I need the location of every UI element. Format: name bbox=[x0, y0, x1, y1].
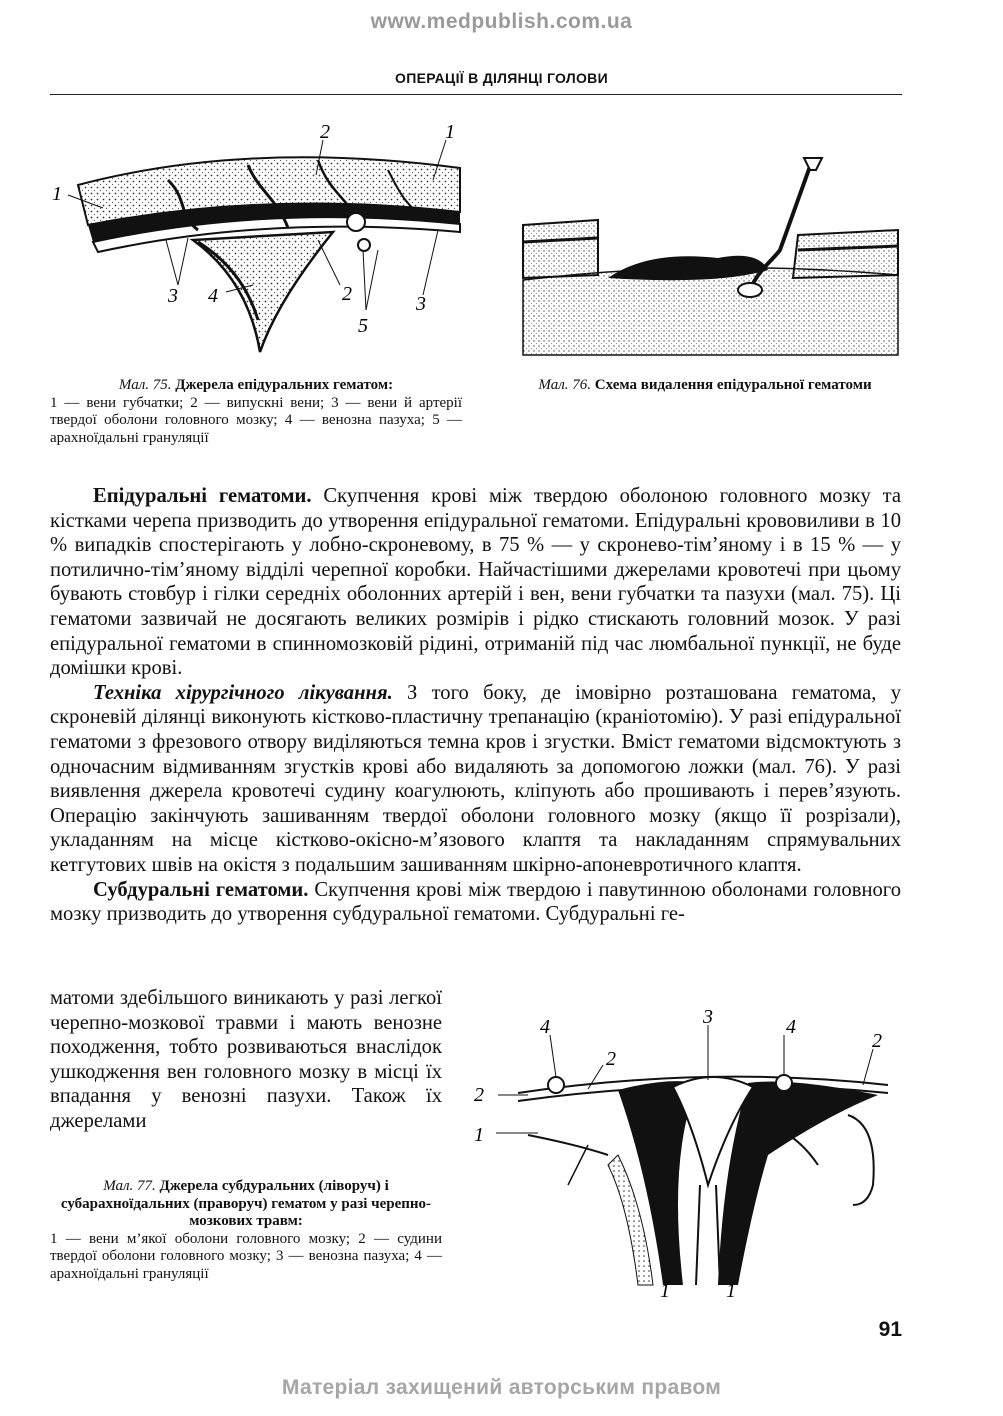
running-title: ОПЕРАЦІЇ В ДІЛЯНЦІ ГОЛОВИ bbox=[395, 70, 608, 86]
figure-75-caption bbox=[50, 377, 462, 447]
paragraph-subdural bbox=[50, 878, 901, 927]
fig77-callout: 3 bbox=[703, 1006, 713, 1028]
paragraph-body: Скупчення крові між твердою оболоною головного мозку та кістками черепа призводить до утворення епідуральної гематоми. Епідуральні крововиливи в 10 % випадків спостерігають у лобно-скроневому, в 75 % — у скронево-тім’яному і в 15 % — у потилично-тім’яному відділі черепної коробки. Найчастішими джерелами кровотечі при цьому бувають стовбур і гілки середніх оболонних артерій і вен, вени губчатки та пазухи (мал. 75). Ці гематоми зазвичай не досягають великих розмірів і рідко стискають головний мозок. У разі епідуральної гематоми в спинномозковій рідині, отриманій під час люмбальної пункції, не буде домішки крові. bbox=[50, 485, 902, 680]
fig76-caption-title: Схема видалення епідуральної гематоми bbox=[594, 377, 872, 393]
fig77-callout: 4 bbox=[786, 1016, 796, 1038]
paragraph-epidural bbox=[50, 484, 901, 681]
fig75-callout: 3 bbox=[168, 285, 178, 307]
fig75-caption-label: Мал. 75. bbox=[118, 377, 172, 393]
fig75-caption-title: Джерела епідуральних гематом: bbox=[175, 377, 394, 393]
paragraph-subdural-continuation: матоми здебільшого виникають у разі легкої черепно-мозкової травми і мають венозне походження, тобто розвиваються внаслідок ушкодження вен головного мозку в місці їх впадання у венозні пазухи. Також їх джерелами bbox=[50, 987, 442, 1132]
fig77-caption-title: Джерела субдуральних (ліворуч) і субарахноїдальних (праворуч) гематом у разі черепно-мозкових травм: bbox=[60, 1178, 432, 1229]
main-text bbox=[50, 484, 901, 927]
fig77-callout: 1 bbox=[660, 1280, 670, 1302]
fig77-callout: 2 bbox=[872, 1030, 882, 1052]
header-rule bbox=[50, 94, 902, 95]
figure-75-illustration bbox=[48, 120, 468, 375]
copyright-notice: Матеріал захищений авторським правом bbox=[281, 1376, 722, 1399]
fig75-caption-legend: 1 — вени губчатки; 2 — випускні вени; 3 — вени й артерії твердої оболони головного мозку; 4 — венозна пазуха; 5 — арахноїдальні грануляції bbox=[50, 394, 462, 446]
fig77-callout: 2 bbox=[474, 1084, 484, 1106]
paragraph-lead: Субдуральні гематоми. bbox=[93, 878, 309, 901]
fig77-callout: 4 bbox=[540, 1016, 550, 1038]
figure-77-caption bbox=[50, 1178, 442, 1283]
fig77-caption-label: Мал. 77. bbox=[103, 1178, 156, 1194]
fig75-callout: 1 bbox=[445, 121, 455, 143]
fig75-callout: 1 bbox=[52, 183, 62, 205]
fig75-callout: 5 bbox=[358, 315, 368, 337]
fig77-callout: 1 bbox=[474, 1124, 484, 1146]
figure-77-illustration bbox=[468, 1005, 904, 1305]
wrapped-text bbox=[50, 986, 442, 1134]
fig75-callout: 2 bbox=[342, 283, 352, 305]
paragraph-body: З того боку, де імовірно розташована гематома, у скроневій ділянці виконують кістково-пластичну трепанацію (краніотомію). У разі епідуральної гематоми з фрезового отвору виділяються темна кров і згустки. Вміст гематоми відсмоктують з одночасним відмиванням згустків крові або видаляють за допомогою ложки (мал. 76). У разі виявлення джерела кровотечі судину коагулюють, кліпують або прошивають і перев’язують. Операцію закінчують зашиванням твердої оболони головного мозку (якщо її розрізали), укладанням на місце кістково-окісно-м’язового клаптя та накладанням спрямувальних кетгутових швів на окістя з подальшим зашиванням шкірно-апоневротичного клаптя. bbox=[50, 681, 901, 876]
paragraph-lead: Техніка хірургічного лікування. bbox=[93, 681, 393, 704]
paragraph-technique bbox=[50, 681, 901, 878]
fig75-callout: 4 bbox=[208, 285, 218, 307]
fig75-callout: 2 bbox=[320, 121, 330, 143]
fig77-caption-legend: 1 — вени м’якої оболони головного мозку; 2 — судини твердої оболони головного мозку; 3 — венозна пазуха; 4 — арахноїдальні грануляції bbox=[50, 1230, 442, 1282]
site-url: www.medpublish.com.ua bbox=[370, 10, 633, 33]
fig75-callout: 3 bbox=[416, 293, 426, 315]
fig77-callout: 2 bbox=[606, 1048, 616, 1070]
fig77-callout: 1 bbox=[726, 1280, 736, 1302]
figure-76-caption bbox=[505, 377, 905, 395]
paragraph-body: Скупчення крові між твердою і павутинною оболонами головного мозку призводить до утворення субдуральної гематоми. Субдуральні ге- bbox=[50, 878, 902, 926]
page-number: 91 bbox=[878, 1318, 902, 1341]
paragraph-lead: Епідуральні гематоми. bbox=[93, 485, 312, 507]
fig76-caption-label: Мал. 76. bbox=[538, 377, 591, 393]
figure-76-illustration bbox=[518, 150, 903, 360]
